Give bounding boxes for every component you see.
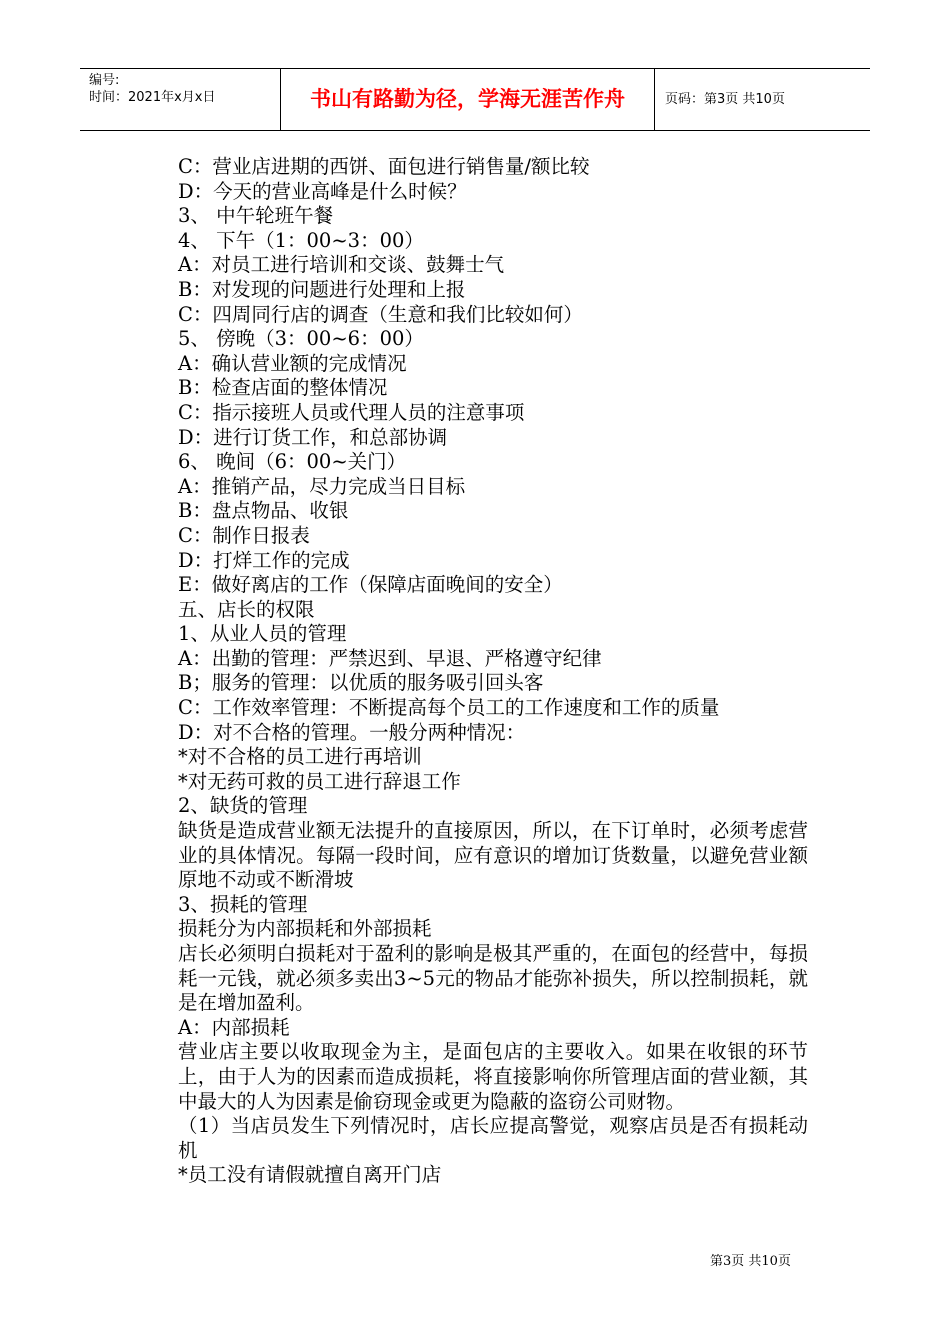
- body-line: 4、 下午（1：00~3：00）: [178, 228, 424, 252]
- body-line: A：出勤的管理：严禁迟到、早退、严格遵守纪律: [178, 646, 602, 670]
- document-number-label: 编号:: [89, 73, 120, 88]
- body-paragraph: 缺货是造成营业额无法提升的直接原因，所以，在下订单时，必须考虑营业的具体情况。每隔一段时间，应有意识的增加订货数量，以避免营业额原地不动或不断滑坡: [178, 819, 808, 892]
- body-line: *对无药可救的员工进行辞退工作: [178, 769, 461, 793]
- body-line: 1、从业人员的管理: [178, 622, 347, 646]
- footer-page-number: 第3页 共10页: [710, 1254, 791, 1269]
- body-line: 损耗分为内部损耗和外部损耗: [178, 917, 432, 941]
- header-page-number: 页码：第3页 共10页: [665, 92, 785, 107]
- body-line: C：工作效率管理：不断提高每个员工的工作速度和工作的质量: [178, 696, 720, 720]
- body-paragraph: （1）当店员发生下列情况时，店长应提高警觉，观察店员是否有损耗动机: [178, 1114, 808, 1162]
- body-line: 3、 中午轮班午餐: [178, 204, 334, 228]
- document-body: [178, 155, 808, 1188]
- body-line: A：内部损耗: [178, 1015, 290, 1039]
- body-line: *对不合格的员工进行再培训: [178, 745, 422, 769]
- header-motto: 书山有路勤为径，学海无涯苦作舟: [281, 69, 655, 130]
- body-line: B：盘点物品、收银: [178, 499, 349, 523]
- body-line: 5、 傍晚（3：00~6：00）: [178, 327, 424, 351]
- body-paragraph: 店长必须明白损耗对于盈利的影响是极其严重的，在面包的经营中，每损耗一元钱，就必须多卖出3~5元的物品才能弥补损失，所以控制损耗，就是在增加盈利。: [178, 942, 808, 1015]
- body-line: A：确认营业额的完成情况: [178, 351, 407, 375]
- document-time-label: 时间：2021年x月x日: [89, 90, 216, 105]
- body-line: A：推销产品，尽力完成当日目标: [178, 474, 466, 498]
- body-line: D：打烊工作的完成: [178, 548, 350, 572]
- body-line: C：指示接班人员或代理人员的注意事项: [178, 400, 525, 424]
- body-line: 6、 晚间（6：00~关门）: [178, 450, 407, 474]
- body-line: C：四周同行店的调查（生意和我们比较如何）: [178, 302, 583, 326]
- body-line: B；服务的管理：以优质的服务吸引回头客: [178, 671, 544, 695]
- body-line: 2、缺货的管理: [178, 794, 308, 818]
- body-line: B：检查店面的整体情况: [178, 376, 388, 400]
- body-paragraph: 营业店主要以收取现金为主，是面包店的主要收入。如果在收银的环节上，由于人为的因素而造成损耗，将直接影响你所管理店面的营业额，其中最大的人为因素是偷窃现金或更为隐蔽的盗窃公司财物。: [178, 1040, 808, 1113]
- body-line: C：制作日报表: [178, 523, 310, 547]
- body-line: 五、店长的权限: [178, 597, 315, 621]
- header-meta-cell: [80, 69, 281, 130]
- body-line: *员工没有请假就擅自离开门店: [178, 1163, 442, 1187]
- body-line: A：对员工进行培训和交谈、鼓舞士气: [178, 253, 505, 277]
- body-line: 3、损耗的管理: [178, 892, 308, 916]
- body-line: C：营业店进期的西饼、面包进行销售量/额比较: [178, 155, 590, 178]
- header-table: [80, 68, 870, 131]
- body-line: D：今天的营业高峰是什么时候？: [178, 179, 467, 203]
- body-line: E：做好离店的工作（保障店面晚间的安全）: [178, 573, 563, 597]
- body-line: D：对不合格的管理。一般分两种情况：: [178, 720, 526, 744]
- body-line: B：对发现的问题进行处理和上报: [178, 277, 466, 301]
- body-line: D：进行订货工作，和总部协调: [178, 425, 448, 449]
